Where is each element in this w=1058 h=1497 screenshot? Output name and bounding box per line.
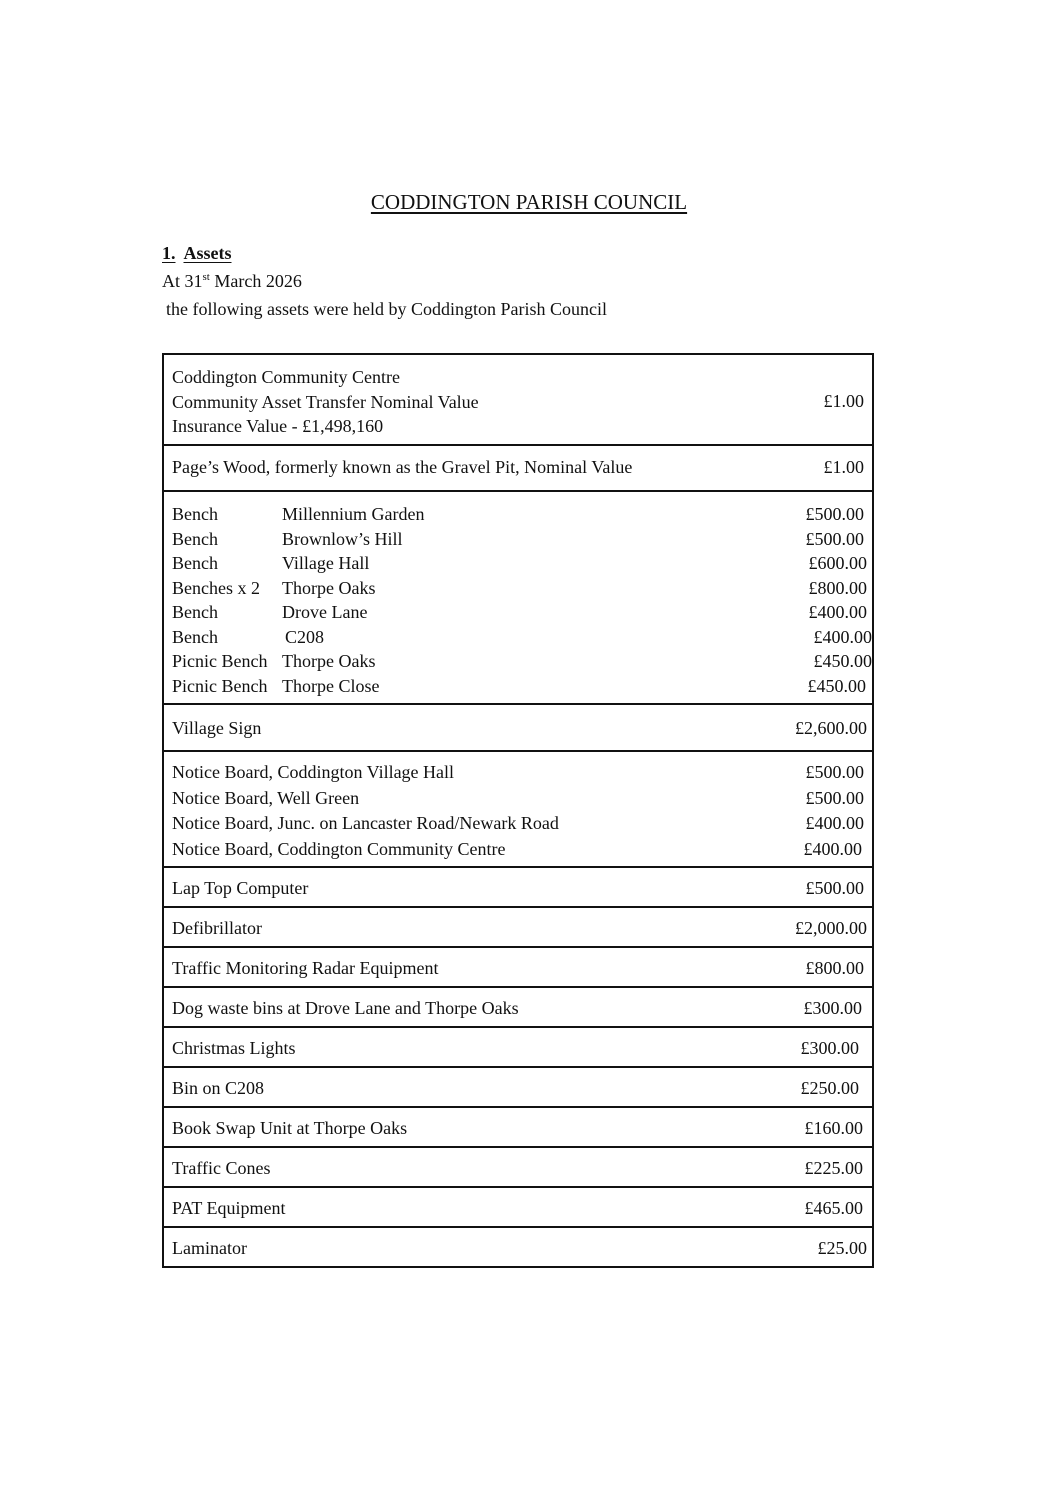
asset-line: [164, 414, 872, 439]
bench-location: Brownlow’s Hill: [282, 528, 403, 549]
asset-value: £600.00: [808, 553, 867, 573]
asset-value: £160.00: [804, 1118, 863, 1138]
date-ordinal: st: [202, 271, 210, 283]
asset-group-bin-c208: [164, 1066, 872, 1106]
asset-value: £400.00: [805, 813, 864, 833]
asset-label: Defibrillator: [172, 918, 262, 938]
asset-row: [164, 1196, 872, 1221]
asset-value: £800.00: [808, 577, 867, 598]
asset-value: £1.00: [823, 457, 864, 477]
asset-row: [164, 1236, 872, 1261]
asset-value: £450.00: [813, 651, 872, 671]
asset-row: [164, 786, 872, 812]
asset-group-laminator: [164, 1226, 872, 1266]
asset-value: £25.00: [817, 1238, 867, 1258]
asset-group-pages-wood: [164, 444, 872, 490]
asset-row: [164, 760, 872, 786]
asset-row: [164, 716, 872, 741]
bench-item: Bench: [172, 528, 218, 549]
asset-group-traffic-cones: [164, 1146, 872, 1186]
asset-label: Notice Board, Coddington Community Centre: [172, 838, 506, 859]
bench-item: Picnic Bench: [172, 651, 268, 671]
asset-label: Notice Board, Junc. on Lancaster Road/Newark Road: [172, 813, 559, 833]
asset-value: £400.00: [803, 838, 862, 859]
asset-value: £2,000.00: [795, 918, 867, 938]
asset-table: [162, 353, 874, 1268]
asset-group-village-sign: [164, 703, 872, 750]
bench-location: Thorpe Oaks: [282, 651, 376, 671]
asset-value: £500.00: [805, 878, 864, 898]
asset-row: [164, 837, 872, 863]
bench-row: [164, 551, 872, 576]
asset-label: Coddington Community Centre: [172, 367, 400, 387]
bench-row: [164, 527, 872, 552]
asset-group-laptop: [164, 866, 872, 906]
asset-group-radar: [164, 946, 872, 986]
asset-label: Traffic Cones: [172, 1158, 271, 1178]
bench-item: Bench: [172, 626, 218, 647]
asset-value: £2,600.00: [795, 718, 867, 738]
section-title: Assets: [183, 243, 232, 263]
asset-row: [164, 1036, 872, 1061]
asset-row: [164, 956, 872, 981]
asset-label: PAT Equipment: [172, 1198, 286, 1218]
bench-item: Benches x 2: [172, 577, 260, 598]
bench-location: Thorpe Oaks: [282, 577, 376, 598]
bench-row: [164, 502, 872, 527]
bench-item: Picnic Bench: [172, 675, 268, 696]
asset-label: Insurance Value - £1,498,160: [172, 416, 384, 436]
bench-location: Thorpe Close: [282, 675, 380, 696]
asset-label: Community Asset Transfer Nominal Value: [172, 391, 479, 412]
asset-row: [164, 1076, 872, 1101]
asset-group-christmas-lights: [164, 1026, 872, 1066]
asset-group-dog-bins: [164, 986, 872, 1026]
asset-label: Notice Board, Well Green: [172, 787, 360, 808]
asset-value: £465.00: [804, 1198, 863, 1218]
bench-location: C208: [285, 626, 325, 647]
date-line: [162, 271, 302, 292]
asset-row: [164, 455, 872, 480]
asset-label: Dog waste bins at Drove Lane and Thorpe Oaks: [172, 998, 519, 1018]
asset-label: Christmas Lights: [172, 1038, 296, 1058]
asset-row: [164, 811, 872, 837]
asset-value: £500.00: [805, 787, 864, 808]
bench-row: [164, 674, 872, 699]
asset-label: Notice Board, Coddington Village Hall: [172, 762, 455, 782]
asset-value: £225.00: [804, 1158, 863, 1178]
asset-value: £300.00: [800, 1038, 859, 1058]
asset-label: Book Swap Unit at Thorpe Oaks: [172, 1118, 408, 1138]
asset-value: £800.00: [805, 958, 864, 978]
asset-value: £1.00: [823, 391, 864, 411]
asset-label: Lap Top Computer: [172, 878, 309, 898]
asset-label: Traffic Monitoring Radar Equipment: [172, 958, 439, 978]
section-number: 1.: [162, 243, 176, 263]
asset-value: £250.00: [800, 1078, 859, 1098]
asset-row: [164, 996, 872, 1021]
asset-value: £300.00: [803, 998, 862, 1018]
asset-row: [164, 1116, 872, 1141]
date-rest: March 2026: [209, 271, 302, 291]
bench-row: [164, 600, 872, 625]
asset-label: Village Sign: [172, 718, 262, 738]
bench-location: Millennium Garden: [282, 504, 425, 524]
asset-group-community-centre: [164, 355, 872, 444]
bench-row: [164, 625, 872, 650]
intro-text: the following assets were held by Coddington Parish Council: [166, 299, 607, 319]
asset-group-pat-equipment: [164, 1186, 872, 1226]
asset-label: Laminator: [172, 1238, 247, 1258]
bench-location: Village Hall: [282, 553, 370, 573]
asset-value: £500.00: [805, 504, 864, 524]
asset-value: £400.00: [808, 602, 867, 622]
bench-row: [164, 649, 872, 674]
asset-row: [164, 876, 872, 901]
date-prefix: At 31: [162, 271, 203, 291]
bench-row: [164, 576, 872, 601]
bench-item: Bench: [172, 504, 218, 524]
asset-value: £400.00: [813, 626, 872, 647]
asset-value: £500.00: [805, 528, 864, 549]
asset-group-benches: [164, 490, 872, 703]
asset-line: [164, 365, 872, 390]
asset-group-book-swap: [164, 1106, 872, 1146]
bench-item: Bench: [172, 602, 218, 622]
asset-line: [164, 390, 872, 415]
asset-label: Page’s Wood, formerly known as the Gravel Pit, Nominal Value: [172, 457, 633, 477]
asset-group-notice-boards: [164, 750, 872, 866]
section-heading: [162, 243, 232, 264]
bench-item: Bench: [172, 553, 218, 573]
asset-row: [164, 1156, 872, 1181]
asset-value: £450.00: [807, 675, 866, 696]
page-title: CODDINGTON PARISH COUNCIL: [370, 190, 688, 214]
bench-location: Drove Lane: [282, 602, 368, 622]
asset-value: £500.00: [805, 762, 864, 782]
asset-label: Bin on C208: [172, 1078, 265, 1098]
asset-group-defibrillator: [164, 906, 872, 946]
asset-row: [164, 916, 872, 941]
